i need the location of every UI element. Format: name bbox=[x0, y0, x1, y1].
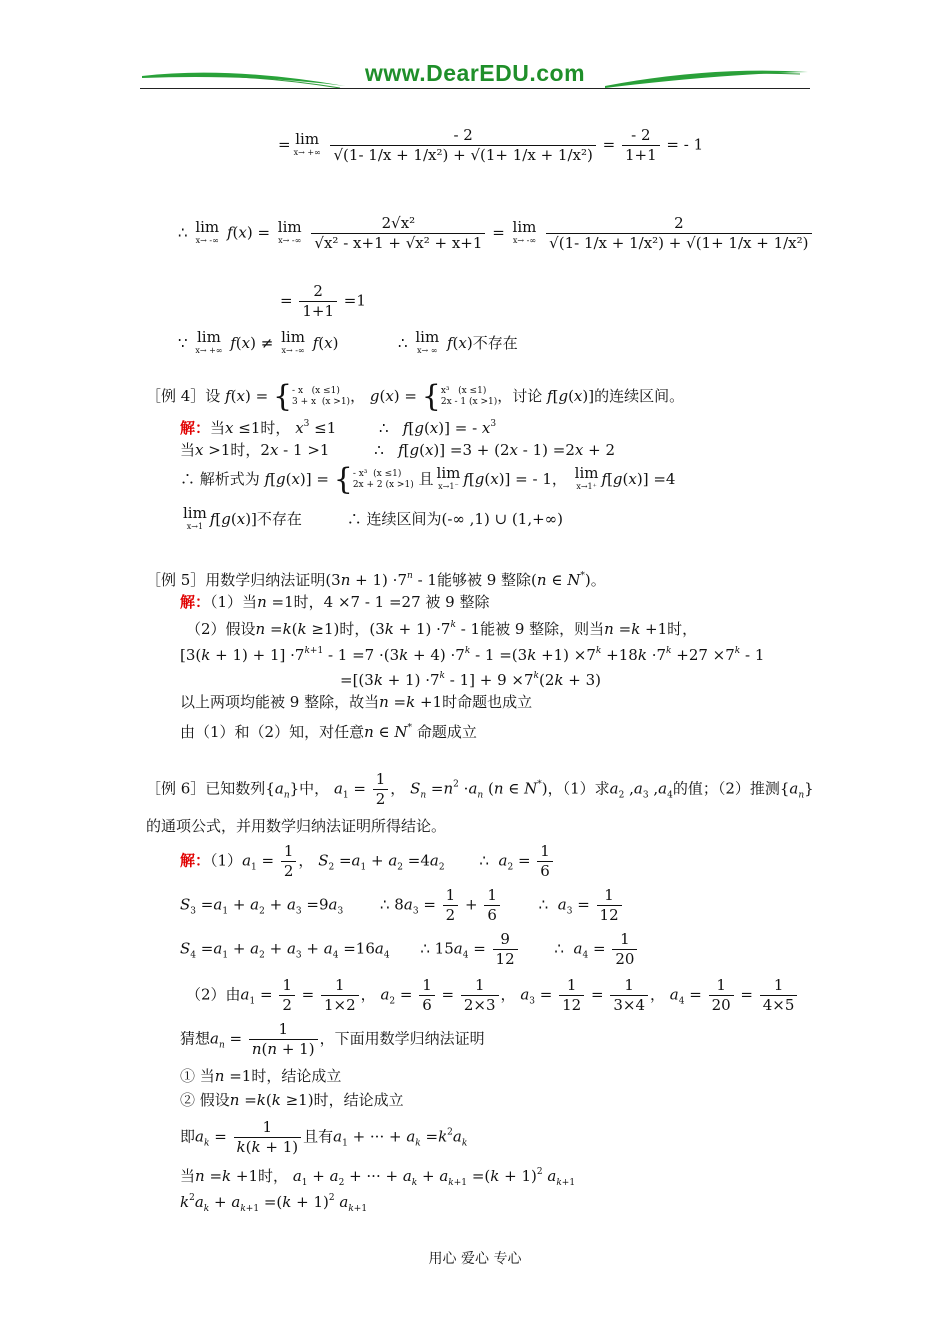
header-rule bbox=[140, 88, 810, 89]
ex6-step-5: $k^2a_k + a_{k+1} =(k + 1)^2$ $a_{k+1}$ bbox=[180, 1193, 368, 1214]
ex5-sol-4: $=[(3k + 1) \cdot 7^k - 1] + 9 \times 7^k(2k + 3)$ bbox=[340, 671, 601, 689]
ex4-sol-2: 当x >1时，2x - 1 >1 ∴ f[g(x)] =3 + (2x - 1) =2x + 2 bbox=[180, 441, 615, 459]
ex5-title: ［例 5］用数学归纳法证明$(3n + 1) \cdot 7^n - 1$能够被 9 整除(n ∈ N*)。 bbox=[146, 571, 606, 589]
ex6-sol-1: 解：$(1)a_1$ = $\frac{1}{2}$ ， $S_2 =a_1 + a_2 =4a_2$ ∴ $a_2$ = $\frac{1}{6}$ bbox=[180, 842, 555, 881]
ex3-line-4: ∵ lim x→ +∞ f(x) ≠ lim x→ -∞ f(x) ∴ lim x→ ∞ f(x)不存在 bbox=[178, 328, 518, 355]
ex5-sol-5: 以上两项均能被 9 整除，故当n =k +1时命题也成立 bbox=[180, 693, 533, 711]
ex6-title-cont: 的通项公式，并用数学归纳法证明所得结论。 bbox=[146, 817, 447, 835]
ex4-sol-3: ∴ 解析式为 f[g(x)] = {- x³ (x ≤1) 2x + 2 (x >1) 且 lim x→1⁻ f[g(x)] = - 1， lim x→1⁺ f[g(x)] =4 bbox=[180, 462, 676, 497]
ex6-sol-3: $S_4 =a_1 + a_2 + a_3 + a_4 =16a_4$ ∴ $15a_4$ = $\frac{9}{12}$ ∴ $a_4$ = $\frac{1}{20}$ bbox=[180, 930, 639, 969]
ex6-sol-2: $S_3 =a_1 + a_2 + a_3 =9a_3$ ∴ $8a_3$ = $\frac{1}{2}$ + $\frac{1}{6}$ ∴ $a_3$ = $\frac{1}{12}$ bbox=[180, 886, 624, 925]
ex5-sol-3: $[3(k + 1) + 1] \cdot 7^{k+1} - 1 =7 \cdot(3k + 4) \cdot 7^k - 1 =(3k +1) \times 7^k +18k \cdot 7^k +27 \times 7^k - 1$ bbox=[180, 646, 765, 664]
ex6-title: ［例 6］已知数列$\{a_n\}$中， $a_1$ = $\frac{1}{2}$ ， $S_n =n^2 \cdot a_n$ (n ∈ N*)，（1）求$a_2$ $,a_3$ $,a_4$的值；（2）推测$\{a_n\}$ bbox=[146, 770, 814, 808]
ex6-step-1: ① 当n =1时，结论成立 bbox=[180, 1067, 342, 1085]
ex3-line-2: ∴ lim x→ -∞ f(x) = lim x→ -∞ $\frac{\text{2√x²}}{\text{√x² - x+1 + √x² + x+1}}$ = lim x→ -∞ $\frac{2}{\text{√(1- 1/x + 1/x²) + √(1+ 1/x + 1/x²)}}$ bbox=[178, 214, 814, 253]
ex4-sol-4: lim x→1 f[g(x)]不存在 ∴ 连续区间为(-∞ ,1) ∪ (1,+∞) bbox=[183, 504, 564, 531]
page-footer: 用心 爱心 专心 bbox=[428, 1251, 522, 1267]
ex6-step-3: 即$a_k$ = $\frac{1}{k(k + 1)}$ 且有$a_1$ + ··· + $a_k =k^2a_k$ bbox=[180, 1118, 468, 1156]
ex6-guess: 猜想$a_n$ = $\frac{1}{n(n + 1)}$ ，下面用数学归纳法证明 bbox=[180, 1020, 485, 1058]
ex5-sol-6: 由（1）和（2）知，对任意n ∈ N* 命题成立 bbox=[180, 723, 477, 741]
ex6-step-4: 当n =k +1时， $a_1 + a_2$ + ··· + $a_k + a_{k+1} =(k + 1)^2$ $a_{k+1}$ bbox=[180, 1167, 576, 1188]
ex3-line-3: = $\frac{2}{1+1}$ =1 bbox=[280, 282, 366, 320]
page-header bbox=[140, 58, 810, 94]
ex4-sol-1: 解：当x ≤1时， $x^3 \le 1$ ∴ f[g(x)] = - $x^3$ bbox=[180, 419, 497, 437]
site-logo: www.DearEDU.com bbox=[364, 60, 586, 86]
ex6-sol-4: （2）由$a_1$ = $\frac{1}{2}$ = $\frac{1}{1\times 2}$ ， $a_2$ = $\frac{1}{6}$ = $\frac{1}{2\times 3}$ ， $a_3$ = $\frac{1}{12}$ = $\frac{1}{3\times 4}$ ， $a_4$ = $\frac{1}{20}$ = $\frac{1}{4\times 5}$ bbox=[186, 976, 799, 1015]
ex3-line-1: = lim x→ +∞ $\frac{- 2}{\text{√(1- 1/x + 1/x²) + √(1+ 1/x + 1/x²)}}$ = $\frac{- 2}{1+1}$ = - 1 bbox=[278, 126, 704, 164]
ex5-sol-1: 解：（1）当n =1时，4 ×7 - 1 =27 被 9 整除 bbox=[180, 593, 490, 611]
ex5-sol-2: （2）假设n =k(k ≥1)时，$(3k + 1) \cdot 7^k - 1$能被 9 整除，则当n =k +1时， bbox=[186, 620, 698, 638]
ex4-title: ［例 4］设 f(x) = {- x (x ≤1) 3 + x (x >1)， g(x) = {x³ (x ≤1) 2x - 1 (x >1)，讨论 f[g(x)]的连续区间。 bbox=[146, 379, 685, 414]
right-swoosh-icon bbox=[600, 64, 810, 90]
ex6-step-2: ② 假设n =k(k ≥1)时，结论成立 bbox=[180, 1091, 404, 1109]
